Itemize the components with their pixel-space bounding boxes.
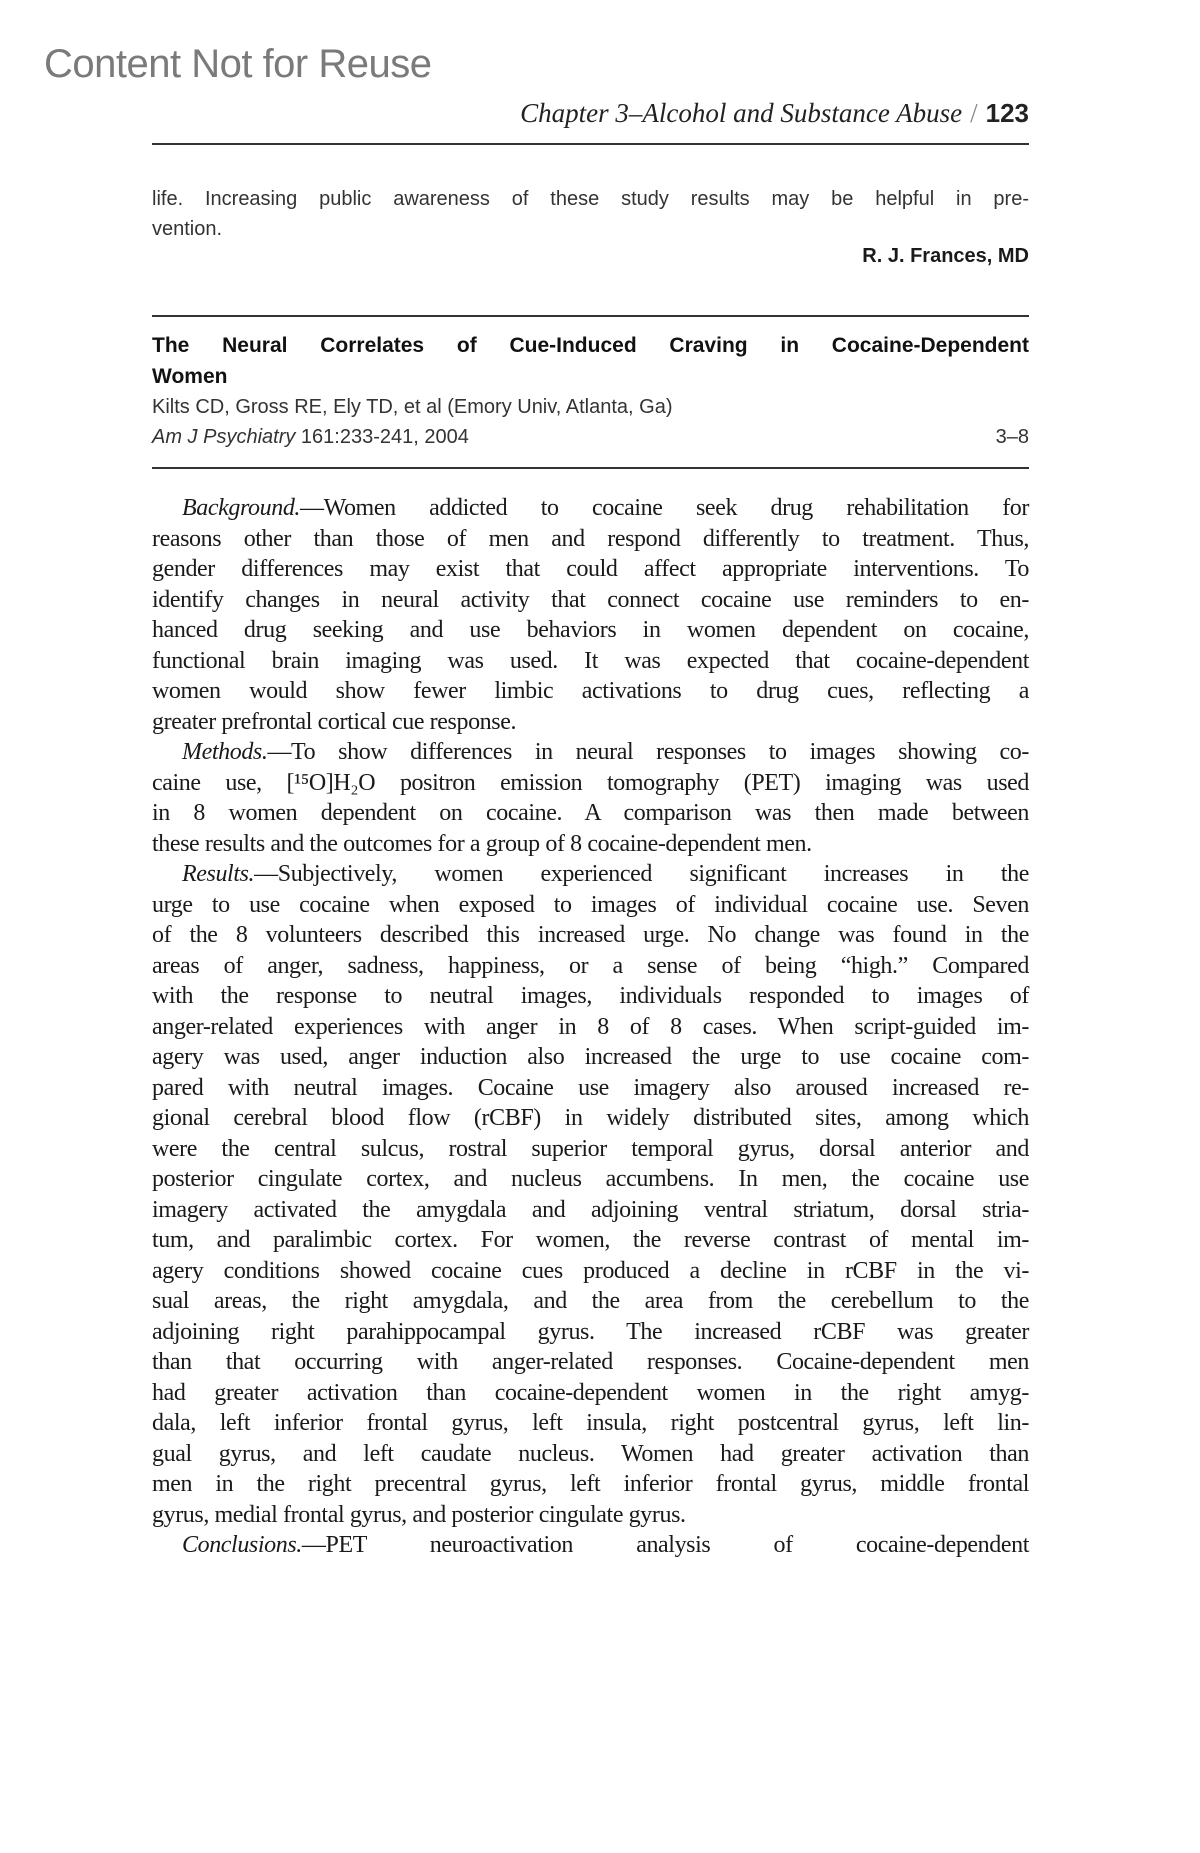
text-line: [152, 768, 1029, 799]
watermark: Content Not for Reuse: [44, 42, 432, 86]
divider-rule: [152, 315, 1029, 317]
chapter-title: Chapter 3–Alcohol and Substance Abuse: [520, 98, 963, 128]
text-line: [152, 707, 1029, 738]
text-line: [152, 646, 1029, 677]
line-text: men in the right precentral gyrus, left inferior frontal gyrus, middle frontal: [152, 1471, 1029, 1497]
text-line: [152, 1256, 1029, 1287]
line-text: of the 8 volunteers described this increased urge. No change was found in the: [152, 922, 1029, 948]
running-header: [152, 98, 1029, 129]
line-text: sual areas, the right amygdala, and the area from the cerebellum to the: [152, 1288, 1029, 1314]
section-label: Background.: [182, 495, 301, 521]
text-line: [152, 1469, 1029, 1500]
line-text: in 8 women dependent on cocaine. A comparison was then made between: [152, 800, 1029, 826]
line-text: than that occurring with anger-related responses. Cocaine-dependent men: [152, 1349, 1029, 1375]
line-text: areas of anger, sadness, happiness, or a sense of being “high.” Compared: [152, 952, 1029, 979]
title-line: The Neural Correlates of Cue-Induced Craving in Cocaine-Dependent: [152, 334, 1029, 357]
line-text: identify changes in neural activity that connect cocaine use reminders to en-: [152, 586, 1029, 613]
text-line: [152, 1073, 1029, 1104]
journal-citation: 161:233-241, 2004: [300, 426, 469, 448]
line-text: urge to use cocaine when exposed to images of individual cocaine use. Seven: [152, 891, 1029, 918]
text-line: [152, 1317, 1029, 1348]
text-line: [152, 1134, 1029, 1165]
line-text: pared with neutral images. Cocaine use imagery also aroused increased re-: [152, 1074, 1029, 1101]
line-text: reasons other than those of men and respond differently to treatment. Thus,: [152, 525, 1029, 552]
text-line: [152, 615, 1029, 646]
commentary-author: R. J. Frances, MD: [862, 245, 1029, 267]
line-text: tum, and paralimbic cortex. For women, the reverse contrast of mental im-: [152, 1227, 1029, 1253]
section-label: Conclusions.: [182, 1532, 302, 1558]
text-line: life. Increasing public awareness of these study results may be helpful in pre-: [152, 188, 1029, 210]
header-separator: /: [970, 98, 978, 128]
abstract-paragraph: [152, 737, 1029, 859]
journal-name: Am J Psychiatry: [152, 426, 296, 448]
section-label: Results.: [182, 861, 255, 887]
line-text: women would show fewer limbic activations to drug cues, reflecting a: [152, 678, 1029, 704]
header-rule: [152, 143, 1029, 145]
text-line: [152, 1286, 1029, 1317]
line-text: —PET neuroactivation analysis of cocaine-dependent: [301, 1532, 1029, 1558]
section-label: Methods.: [182, 739, 268, 765]
text-line: [152, 1439, 1029, 1470]
line-text: imagery activated the amygdala and adjoining ventral striatum, dorsal stria-: [152, 1196, 1029, 1223]
abstract-paragraph: [152, 859, 1029, 1530]
text-line: [152, 951, 1029, 982]
abstract-paragraph: [152, 1530, 1029, 1561]
text-line: [152, 1195, 1029, 1226]
line-text: —Women addicted to cocaine seek drug rehabilitation for: [300, 495, 1029, 521]
text-line: [152, 1164, 1029, 1195]
citation-block: [152, 392, 1029, 452]
line-text: functional brain imaging was used. It was expected that cocaine-dependent: [152, 647, 1029, 674]
text-line: [152, 1225, 1029, 1256]
line-text: dala, left inferior frontal gyrus, left insula, right postcentral gyrus, left lin-: [152, 1410, 1029, 1436]
line-text: adjoining right parahippocampal gyrus. The increased rCBF was greater: [152, 1318, 1029, 1345]
text-line: [152, 859, 1029, 890]
text-line: [152, 585, 1029, 616]
text-line: [152, 1500, 1029, 1531]
line-text: agery was used, anger induction also increased the urge to use cocaine com-: [152, 1044, 1029, 1070]
line-text: posterior cingulate cortex, and nucleus accumbens. In men, the cocaine use: [152, 1166, 1029, 1192]
line-text: gual gyrus, and left caudate nucleus. Women had greater activation than: [152, 1440, 1029, 1467]
line-text: —To show differences in neural responses to images showing co-: [267, 739, 1029, 765]
text-line: vention.: [152, 218, 223, 240]
text-line: [152, 1378, 1029, 1409]
text-line: [152, 1408, 1029, 1439]
journal-row: [152, 422, 1029, 452]
text-line: [152, 493, 1029, 524]
text-line: [152, 554, 1029, 585]
text-line: [152, 798, 1029, 829]
text-line: [152, 1042, 1029, 1073]
divider-rule: [152, 467, 1029, 469]
line-text: these results and the outcomes for a group of 8 cocaine-dependent men.: [152, 830, 812, 857]
text-line: [152, 890, 1029, 921]
line-text: gyrus, medial frontal gyrus, and posterior cingulate gyrus.: [152, 1501, 686, 1528]
article-title: [152, 330, 1029, 392]
article-authors: Kilts CD, Gross RE, Ely TD, et al (Emory Univ, Atlanta, Ga): [152, 396, 673, 418]
text-line: [152, 676, 1029, 707]
previous-article-end: [152, 184, 1029, 244]
line-text: hanced drug seeking and use behaviors in women dependent on cocaine,: [152, 617, 1029, 643]
line-text: greater prefrontal cortical cue response.: [152, 708, 517, 735]
line-text: anger-related experiences with anger in 8 of 8 cases. When script-guided im-: [152, 1013, 1029, 1040]
line-text: gender differences may exist that could affect appropriate interventions. To: [152, 556, 1029, 582]
line-text: gional cerebral blood flow (rCBF) in widely distributed sites, among which: [152, 1105, 1029, 1131]
text-line: [152, 1530, 1029, 1561]
line-text: caine use, [¹⁵O]H₂O positron emission tomography (PET) imaging was used: [152, 769, 1029, 796]
text-line: [152, 1012, 1029, 1043]
text-line: [152, 737, 1029, 768]
text-line: [152, 1347, 1029, 1378]
line-text: agery conditions showed cocaine cues produced a decline in rCBF in the vi-: [152, 1257, 1029, 1284]
page-number: 123: [985, 98, 1029, 128]
line-text: —Subjectively, women experienced significant increases in the: [254, 861, 1029, 887]
text-line: [152, 829, 1029, 860]
line-text: were the central sulcus, rostral superior temporal gyrus, dorsal anterior and: [152, 1135, 1029, 1162]
text-line: [152, 920, 1029, 951]
line-text: had greater activation than cocaine-dependent women in the right amyg-: [152, 1379, 1029, 1406]
text-line: [152, 981, 1029, 1012]
abstract-body: [152, 493, 1029, 1561]
text-line: [152, 1103, 1029, 1134]
abstract-paragraph: [152, 493, 1029, 737]
reference-number: 3–8: [995, 426, 1029, 448]
title-line: Women: [152, 365, 228, 388]
text-line: [152, 524, 1029, 555]
line-text: with the response to neutral images, individuals responded to images of: [152, 983, 1029, 1009]
